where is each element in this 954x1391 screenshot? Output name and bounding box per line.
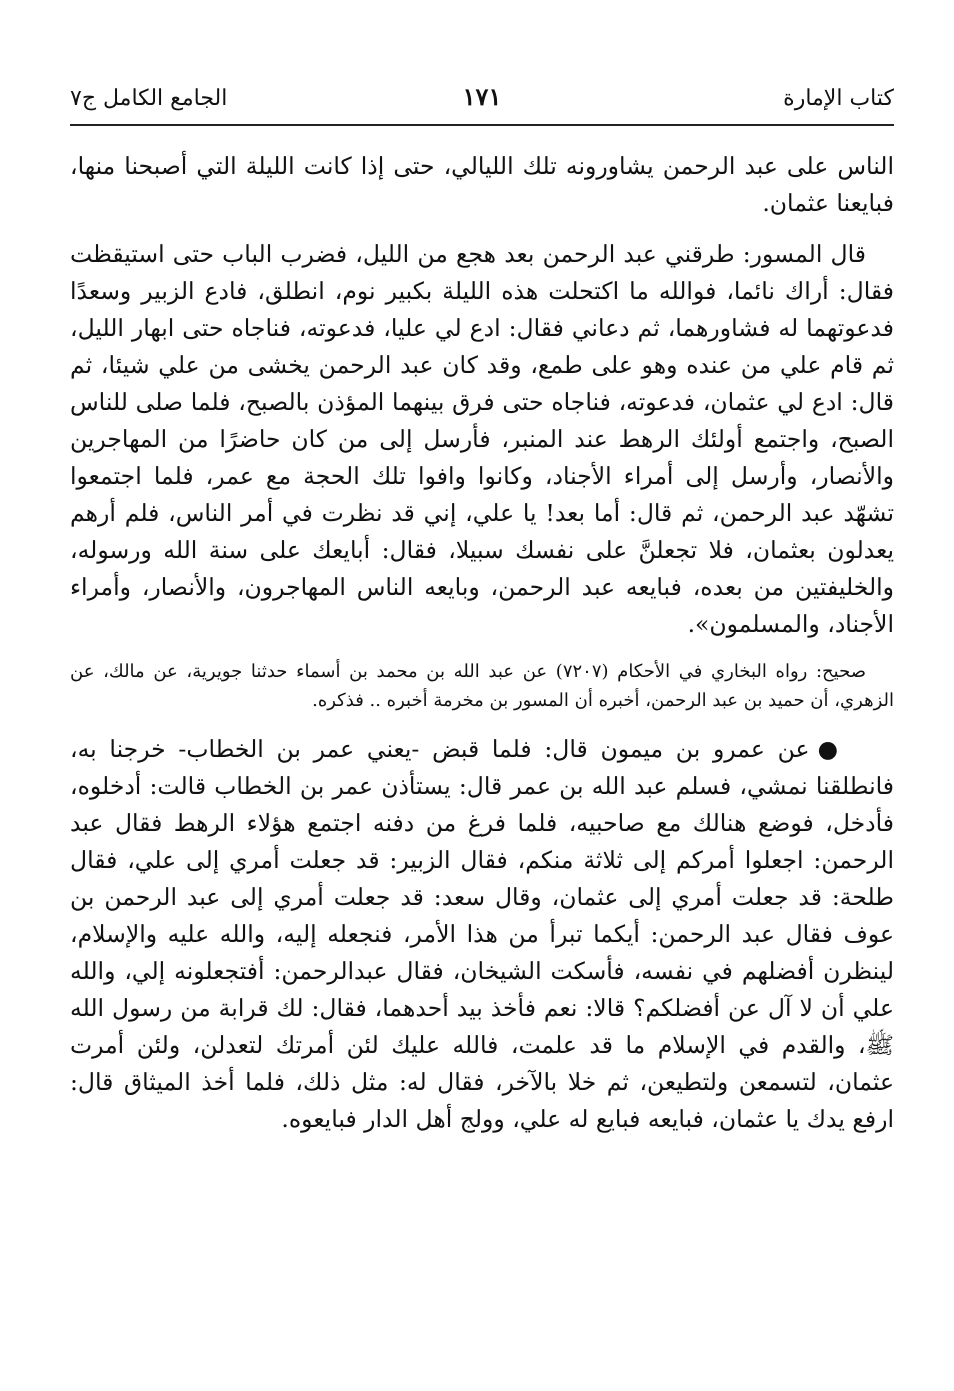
bullet-icon: ● [817,735,838,763]
hadith-grading-note: صحيح: رواه البخاري في الأحكام (٧٢٠٧) عن عبد الله بن محمد بن أسماء حدثنا جويرية، عن مالك، عن الزهري، أن حميد بن عبد الرحمن، أخبره أن المسور بن مخرمة أخبره .. فذكره. [70,661,894,711]
paragraph: الناس على عبد الرحمن يشاورونه تلك الليالي، حتى إذا كانت الليلة التي أصبحنا منها، فبايعنا عثمان. [70,152,894,217]
hadith-paragraph [70,731,894,1138]
book-title: الجامع الكامل ج٧ [70,86,228,111]
chapter-title: كتاب الإمارة [783,86,894,111]
body-text [70,148,894,1152]
header-rule [70,124,894,126]
paragraph: قال المسور: طرقني عبد الرحمن بعد هجع من الليل، فضرب الباب حتى استيقظت فقال: أراك نائما، فوالله ما اكتحلت هذه الليلة بكبير نوم، انطلق، فادع الزبير وسعدًا فدعوتهما له فشاورهما، ثم دعاني فقال: ادع لي عليا، فدعوته، فناجاه حتى ابهار الليل، ثم قام علي من عنده وهو على طمع، وقد كان عبد الرحمن يخشى من علي شيئا، ثم قال: ادع لي عثمان، فدعوته، فناجاه حتى فرق بينهما المؤذن بالصبح، فلما صلى للناس الصبح، واجتمع أولئك الرهط عند المنبر، فأرسل إلى من كان حاضرًا من المهاجرين والأنصار، وأرسل إلى أمراء الأجناد، وكانوا وافوا تلك الحجة مع عمر، فلما اجتمعوا تشهّد عبد الرحمن، ثم قال: أما بعد! يا علي، إني قد نظرت في أمر الناس، فلم أرهم يعدلون بعثمان، فلا تجعلنَّ على نفسك سبيلا، فقال: أبايعك على سنة الله ورسوله، والخليفتين من بعده، فبايعه عبد الرحمن، وبايعه الناس المهاجرون، والأنصار، وأمراء الأجناد، والمسلمون». [70,240,894,638]
page-number: ١٧١ [462,82,502,111]
hadith-text: عن عمرو بن ميمون قال: فلما قبض -يعني عمر بن الخطاب- خرجنا به، فانطلقنا نمشي، فسلم عبد الله بن عمر قال: يستأذن عمر بن الخطاب قالت: أدخلوه، فأدخل، فوضع هنالك مع صاحبيه، فلما فرغ من دفنه اجتمع هؤلاء الرهط فقال عبد الرحمن: اجعلوا أمركم إلى ثلاثة منكم، فقال الزبير: قد جعلت أمري إلى علي، فقال طلحة: قد جعلت أمري إلى عثمان، وقال سعد: قد جعلت أمري إلى عبد الرحمن بن عوف فقال عبد الرحمن: أيكما تبرأ من هذا الأمر، فنجعله إليه، والله عليه والإسلام، لينظرن أفضلهم في نفسه، فأسكت الشيخان، فقال عبدالرحمن: أفتجعلونه إلي، والله علي أن لا آل عن أفضلكم؟ قالا: نعم فأخذ بيد أحدهما، فقال: لك قرابة من رسول الله ﷺ، والقدم في الإسلام ما قد علمت، فالله عليك لئن أمرتك لتعدلن، ولئن أمرت عثمان، لتسمعن ولتطيعن، ثم خلا بالآخر، فقال له: مثل ذلك، فلما أخذ الميثاق قال: ارفع يدك يا عثمان، فبايعه فبايع له علي، وولج أهل الدار فبايعوه. [70,735,894,1133]
page-header [70,78,894,118]
